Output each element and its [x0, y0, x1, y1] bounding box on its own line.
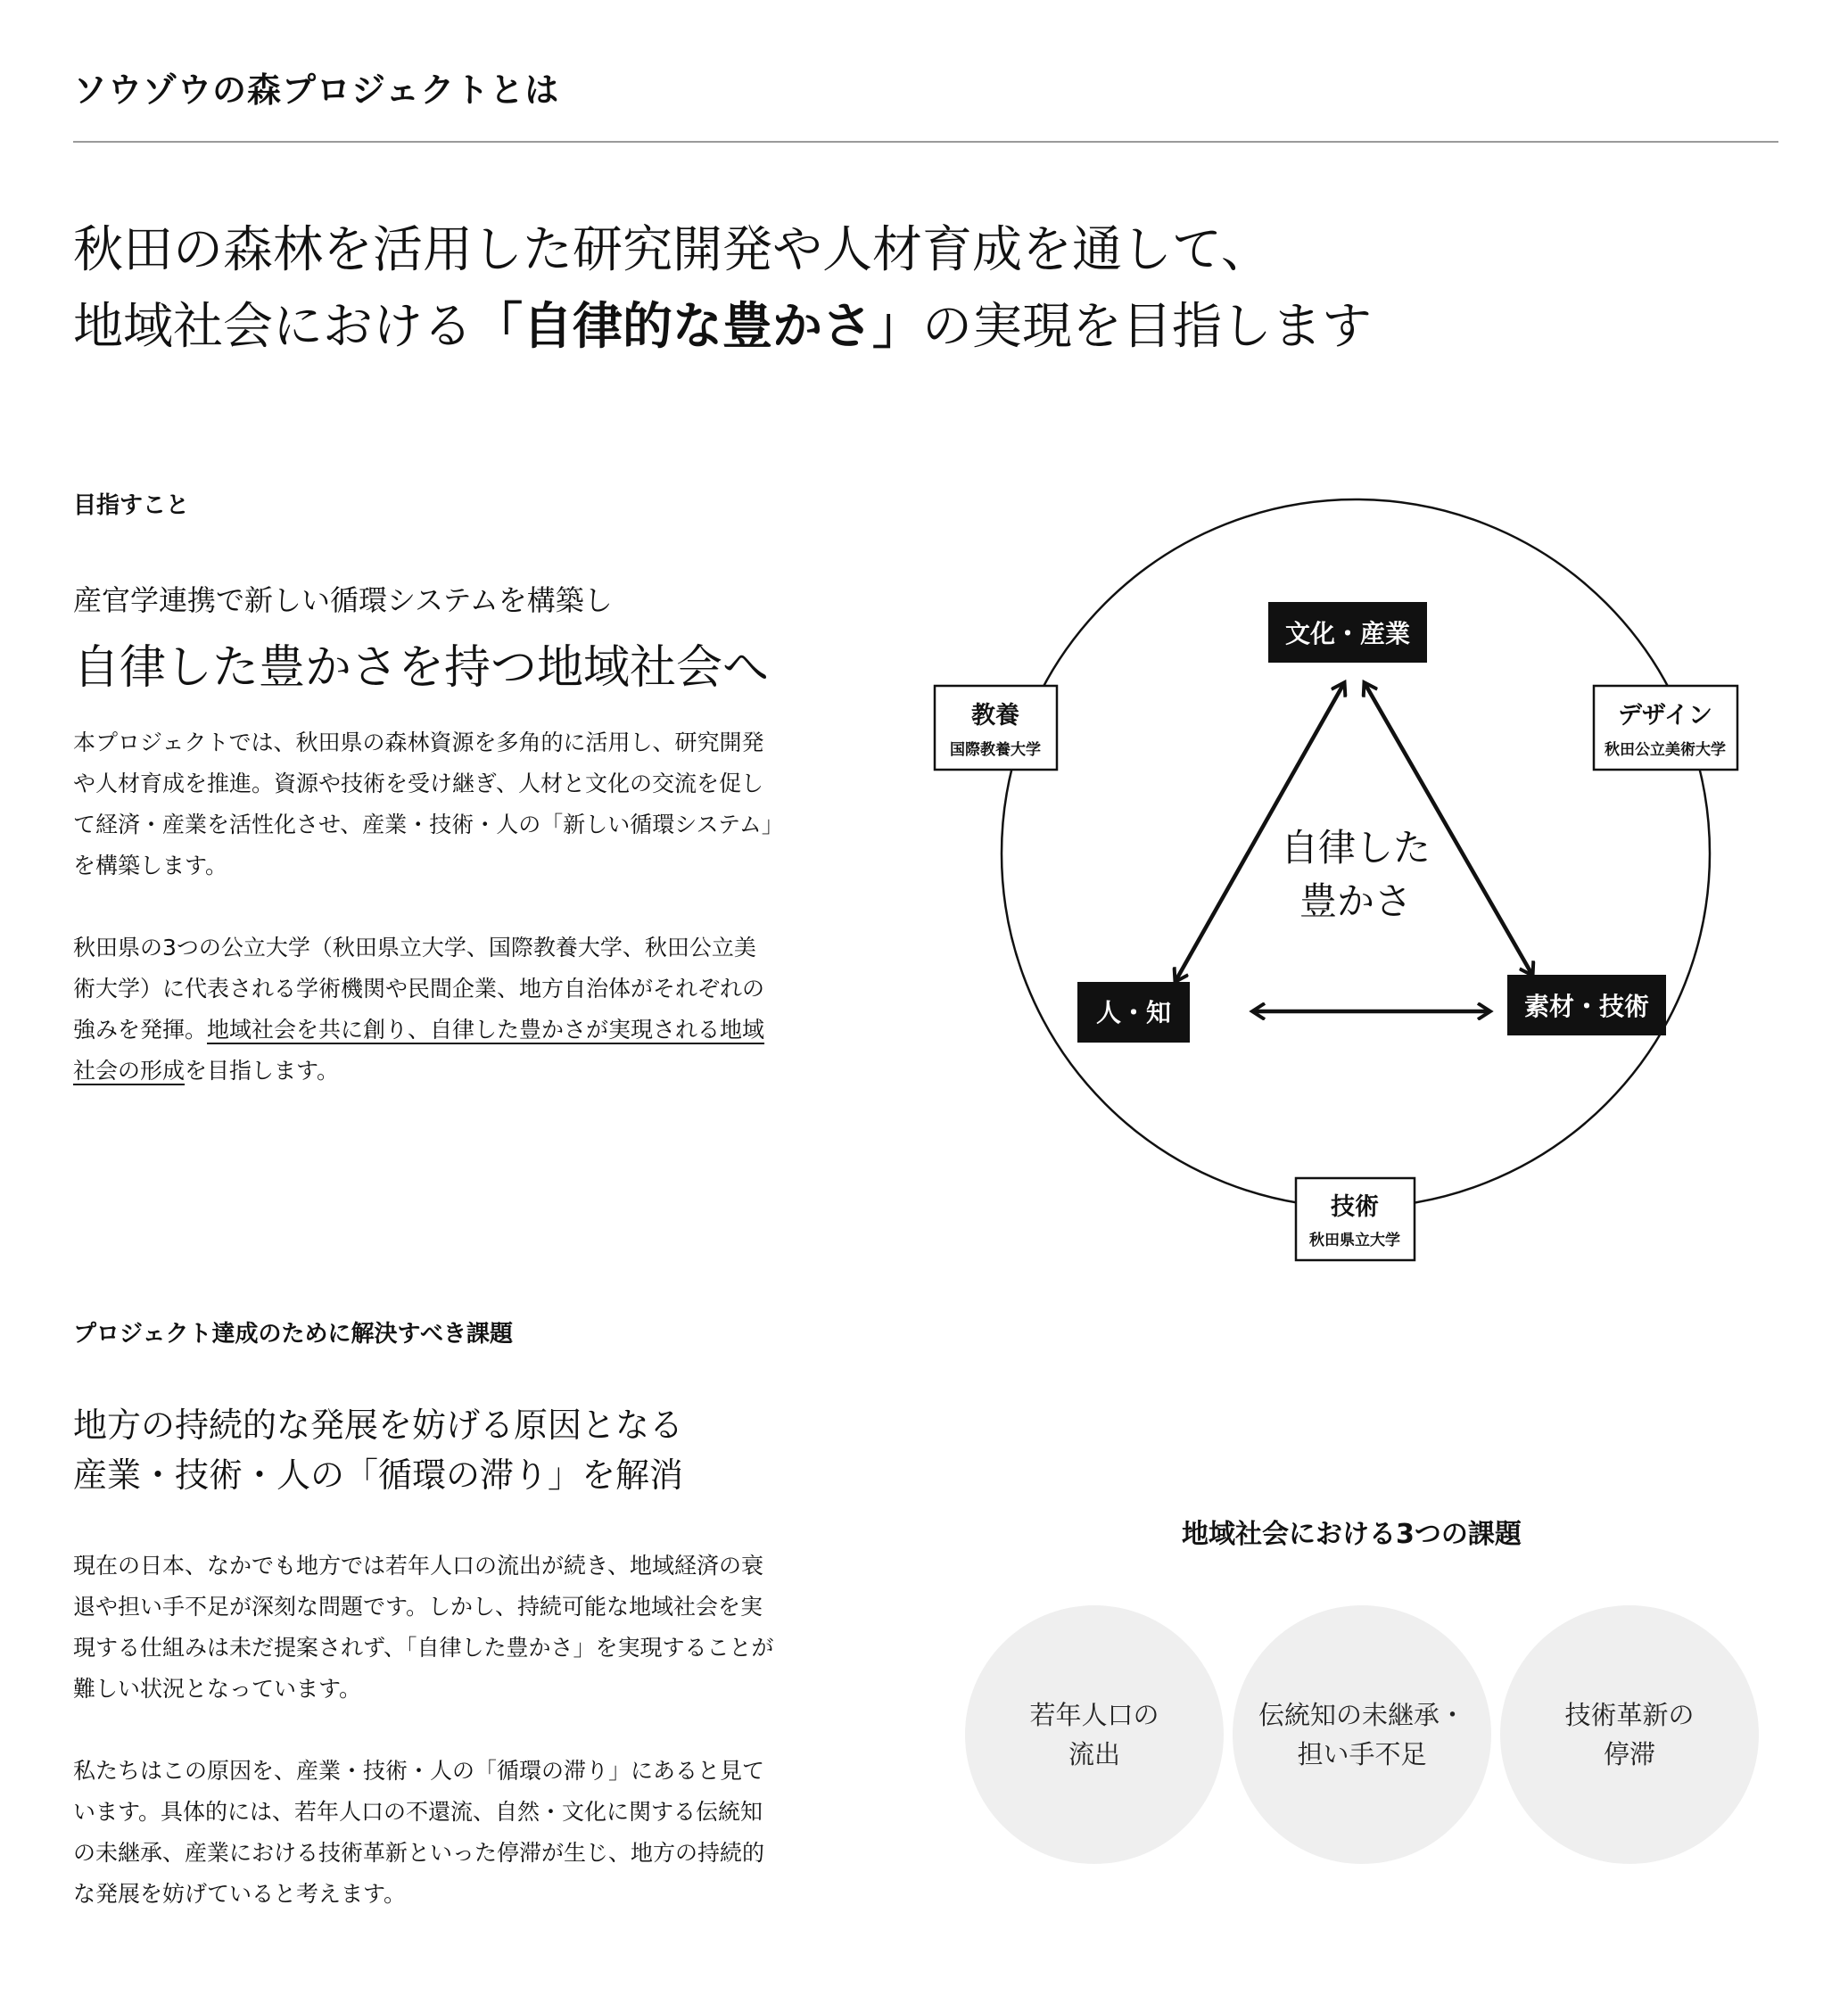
center-text-line-1: 自律した [1280, 826, 1431, 870]
issue-circle-3-line-1: 技術革新の [1564, 1700, 1695, 1730]
node-people-knowledge-label: 人・知 [1095, 998, 1172, 1027]
issues-paragraph-1: 現在の日本、なかでも地方では若年人口の流出が続き、地域経済の衰退や担い手不足が深刻な問題です。しかし、持続可能な地域社会を実現する仕組みは未だ提案されず、「自律した豊かさ」を実現することが難しい状況となっています。 [73, 1553, 774, 1702]
goal-label: 目指すこと [73, 492, 190, 519]
univ-technology-title: 技術 [1331, 1193, 1379, 1221]
node-material-technology-label: 素材・技術 [1523, 992, 1650, 1021]
cycle-diagram [892, 482, 1784, 1266]
issues-lead [73, 1400, 683, 1500]
node-culture-industry [1268, 602, 1427, 663]
goal-highlight-link[interactable]: 地域社会を共に創り、自律した豊かさが実現される地域社会の形成 [73, 1017, 765, 1084]
univ-liberal-arts-title: 教養 [971, 702, 1019, 730]
issue-circle-2-line-1: 伝統知の未継承・ [1258, 1700, 1465, 1730]
issues-lead-line-2: 産業・技術・人の「循環の滞り」を解消 [73, 1455, 684, 1495]
issues-body [73, 1546, 778, 1915]
hero-line-1: 秋田の森林を活用した研究開発や人材育成を通して、 [73, 221, 1271, 279]
issue-circle-youth-outflow [965, 1605, 1224, 1864]
issue-circle-3-line-2: 停滞 [1603, 1739, 1655, 1769]
goal-lead: 自律した豊かさを持つ地域社会へ [73, 641, 770, 695]
center-text-line-2: 豊かさ [1299, 879, 1413, 923]
issue-circle-1-line-2: 流出 [1068, 1739, 1120, 1769]
divider [73, 141, 1778, 143]
node-people-knowledge [1077, 982, 1190, 1043]
univ-design-name: 秋田公立美術大学 [1605, 741, 1726, 759]
goal-paragraph-1: 本プロジェクトでは、秋田県の森林資源を多角的に活用し、研究開発や人材育成を推進。資源や技術を受け継ぎ、人材と文化の交流を促して経済・産業を活性化させ、産業・技術・人の「新しい循環システム」を構築します。 [73, 730, 773, 878]
univ-box-design [1594, 686, 1737, 770]
node-culture-industry-label: 文化・産業 [1284, 619, 1411, 648]
issues-label: プロジェクト達成のために解決すべき課題 [73, 1321, 513, 1348]
issues-paragraph-2: 私たちはこの原因を、産業・技術・人の「循環の滞り」にあると見ています。具体的には、若年人口の不還流、自然・文化に関する伝統知の未継承、産業における技術革新といった停滞が生じ、地方の持続的な発展を妨げていると考えます。 [73, 1758, 765, 1907]
goal-sub-lead: 産官学連携で新しい循環システムを構築し [73, 583, 613, 617]
section-title: ソウゾウの森プロジェクトとは [73, 70, 560, 110]
hero-emphasis: 「自律的な豊かさ」 [473, 298, 922, 356]
goal-paragraph-2-text: 秋田県の3つの公立大学（秋田県立大学、国際教養大学、秋田公立美術大学）に代表される学術機関や民間企業、地方自治体がそれぞれの強みを発揮。 [73, 935, 765, 1043]
hero-line-2 [73, 289, 1372, 366]
node-material-technology [1507, 975, 1666, 1035]
issue-circle-innovation-stagnation [1500, 1605, 1759, 1864]
issues-chart-title: 地域社会における3つの課題 [1182, 1519, 1522, 1550]
hero-line-2-prefix: 地域社会における [73, 298, 473, 356]
hero-headline [73, 212, 1372, 366]
hero-line-2-suffix: の実現を目指します [922, 298, 1372, 356]
univ-box-liberal-arts [935, 686, 1057, 770]
goal-paragraph-2-end: を目指します。 [185, 1058, 340, 1084]
issue-circle-tradition-loss [1233, 1605, 1491, 1864]
univ-technology-name: 秋田県立大学 [1309, 1232, 1400, 1249]
goal-body [73, 722, 778, 1092]
issue-circle-1-line-1: 若年人口の [1029, 1700, 1159, 1730]
univ-design-title: デザイン [1617, 702, 1713, 730]
issue-circle-2-line-2: 担い手不足 [1297, 1739, 1427, 1769]
univ-liberal-arts-name: 国際教養大学 [950, 741, 1041, 759]
goal-paragraph-2 [73, 928, 778, 1092]
univ-box-technology [1296, 1178, 1415, 1260]
issues-lead-line-1: 地方の持続的な発展を妨げる原因となる [73, 1406, 684, 1445]
